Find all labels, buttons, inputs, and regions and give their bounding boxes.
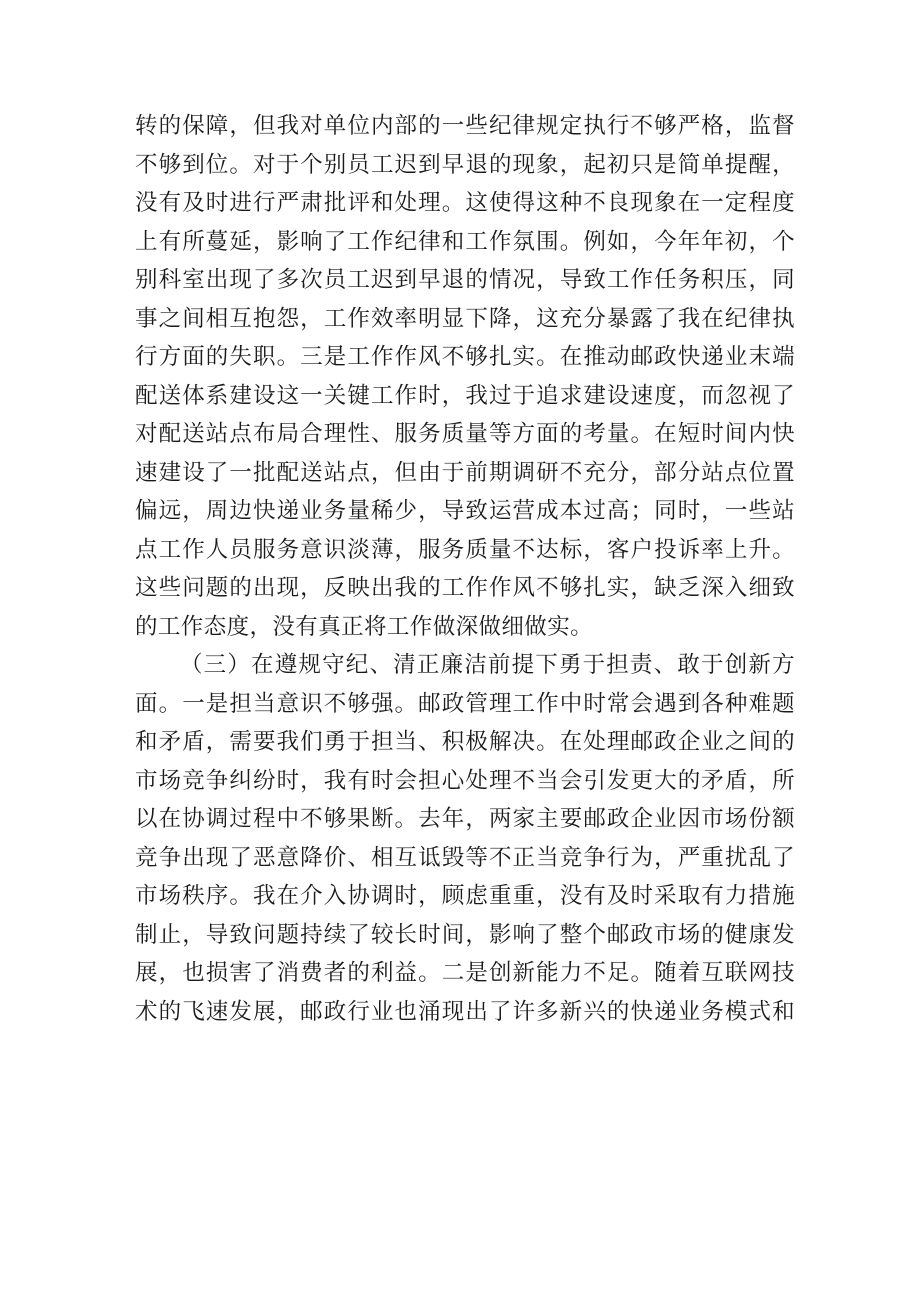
text-line: 点工作人员服务意识淡薄，服务质量不达标，客户投诉率上升。 — [135, 536, 795, 563]
text-line: 制止，导致问题持续了较长时间，影响了整个邮政市场的健康发 — [135, 921, 795, 948]
text-line: 市场竞争纠纷时，我有时会担心处理不当会引发更大的矛盾，所 — [135, 767, 795, 794]
text-line: 事之间相互抱怨，工作效率明显下降，这充分暴露了我在纪律执 — [135, 305, 795, 332]
text-line: 以在协调过程中不够果断。去年，两家主要邮政企业因市场份额 — [135, 806, 795, 832]
text-line: 行方面的失职。三是工作作风不够扎实。在推动邮政快递业末端 — [135, 344, 795, 370]
section-heading-line: （三）在遵规守纪、清正廉洁前提下勇于担责、敢于创新方 — [180, 652, 795, 678]
text-line: 对配送站点布局合理性、服务质量等方面的考量。在短时间内快 — [135, 421, 795, 447]
text-line: 速建设了一批配送站点，但由于前期调研不充分，部分站点位置 — [135, 459, 795, 486]
text-line: 配送体系建设这一关键工作时，我过于追求建设速度，而忽视了 — [135, 382, 795, 409]
text-line: 没有及时进行严肃批评和处理。这使得这种不良现象在一定程度 — [135, 190, 795, 216]
text-line: 展，也损害了消费者的利益。二是创新能力不足。随着互联网技 — [135, 960, 795, 986]
text-line: 上有所蔓延，影响了工作纪律和工作氛围。例如，今年年初，个 — [135, 228, 795, 255]
text-line: 不够到位。对于个别员工迟到早退的现象，起初只是简单提醒， — [135, 151, 795, 178]
paragraph-2 — [135, 646, 795, 1031]
text-line: 面。一是担当意识不够强。邮政管理工作中时常会遇到各种难题 — [135, 690, 795, 717]
text-line: 别科室出现了多次员工迟到早退的情况，导致工作任务积压，同 — [135, 267, 795, 293]
document-body — [135, 107, 795, 1031]
text-line: 这些问题的出现，反映出我的工作作风不够扎实，缺乏深入细致 — [135, 575, 795, 601]
text-line: 偏远，周边快递业务量稀少，导致运营成本过高；同时，一些站 — [135, 498, 795, 524]
text-line: 术的飞速发展，邮政行业也涌现出了许多新兴的快递业务模式和 — [135, 998, 795, 1025]
text-line: 的工作态度，没有真正将工作做深做细做实。 — [135, 613, 594, 640]
paragraph-1 — [135, 107, 795, 646]
text-line: 和矛盾，需要我们勇于担当、积极解决。在处理邮政企业之间的 — [135, 729, 795, 755]
text-line: 转的保障，但我对单位内部的一些纪律规定执行不够严格，监督 — [135, 113, 795, 139]
text-line: 竞争出现了恶意降价、相互诋毁等不正当竞争行为，严重扰乱了 — [135, 844, 795, 871]
text-line: 市场秩序。我在介入协调时，顾虑重重，没有及时采取有力措施 — [135, 883, 795, 909]
